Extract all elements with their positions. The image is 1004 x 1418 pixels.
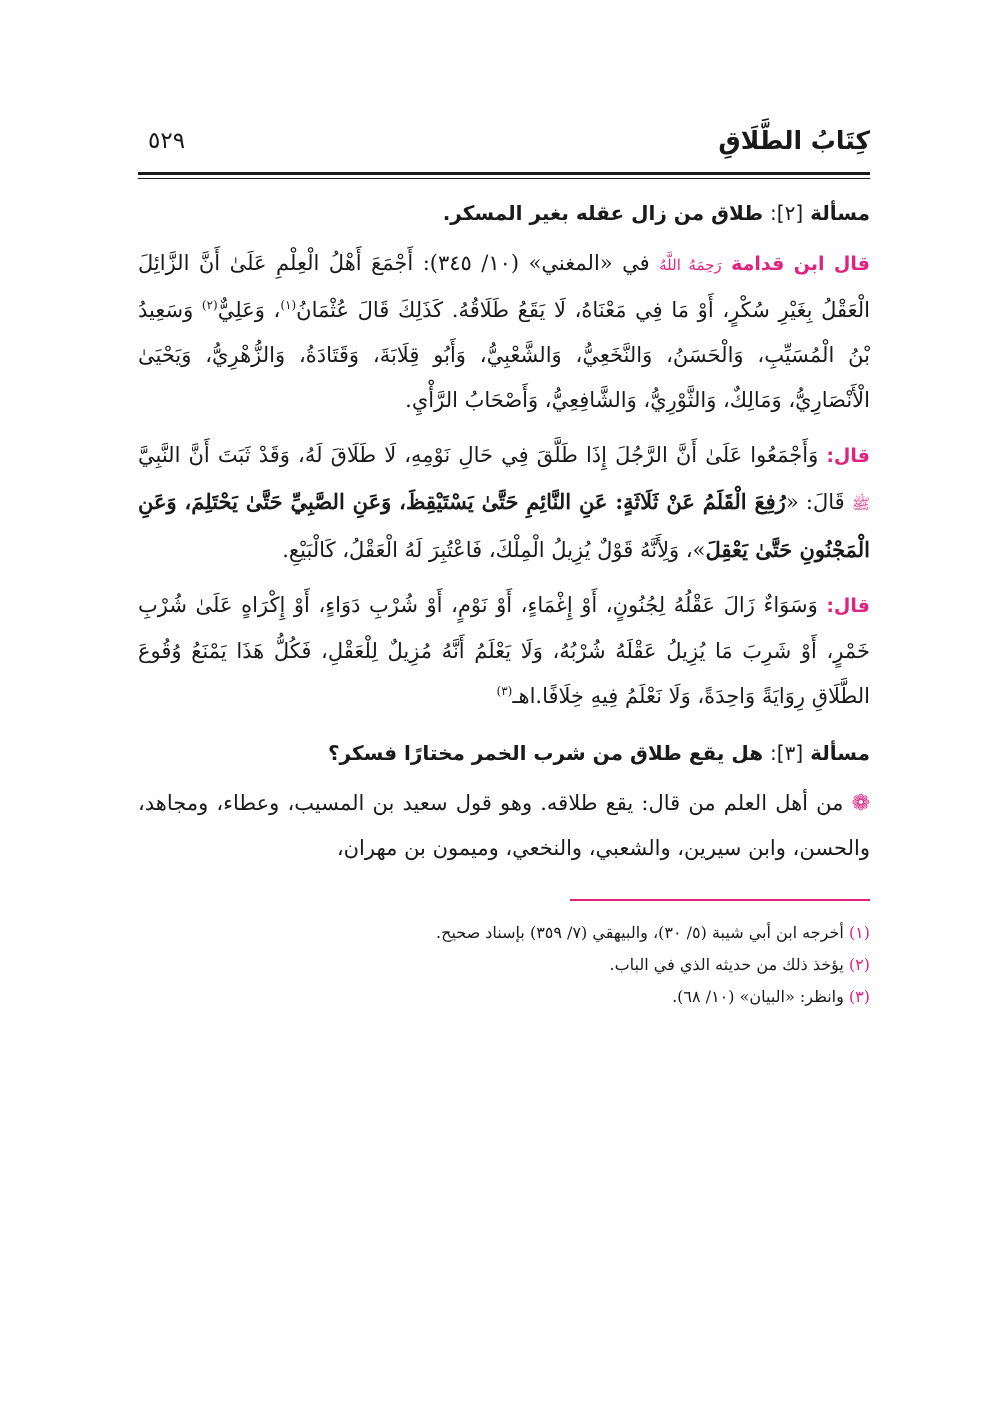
footnote-1 xyxy=(138,917,870,949)
paragraph-sleep-hadith xyxy=(138,433,870,573)
flower-ornament-icon: ❁ xyxy=(851,791,870,816)
footnote-number: (٣) xyxy=(848,987,870,1006)
page xyxy=(138,120,870,1013)
footnote-ref-3: (٣) xyxy=(496,684,513,698)
paragraph-text: وَأَجْمَعُوا عَلَىٰ أَنَّ الرَّجُلَ إِذَا طَلَّقَ فِي حَالِ نَوْمِهِ، لَا طَلَاقَ لَهُ، وَقَدْ ثَبَتَ أَنَّ النَّبِيَّ xyxy=(138,443,827,467)
hadith-quote: رُفِعَ الْقَلَمُ عَنْ ثَلَاثَةٍ: عَنِ النَّائِمِ حَتَّىٰ يَسْتَيْقِظَ، وَعَنِ الصَّبِيِّ حَتَّىٰ يَحْتَلِمَ، وَعَنِ الْمَجْنُونِ حَتَّىٰ يَعْقِلَ xyxy=(138,489,870,562)
honorific-rahimahullah: رَحِمَهُ اللَّهُ xyxy=(659,256,722,274)
speaker-name: قال ابن قدامة xyxy=(731,253,870,275)
speaker-label: قال: xyxy=(826,445,870,467)
footnote-text: وانظر: «البيان» (١٠/ ٦٨). xyxy=(672,987,849,1006)
honorific-salallahu: ﷺ xyxy=(851,495,871,513)
paragraph-text: وَسَعِيدُ بْنُ الْمُسَيِّبِ، وَالْحَسَنُ، وَالنَّخَعِيُّ، وَالشَّعْبِيُّ، وَأَبُو قِلَابَةَ، وَقَتَادَةُ، وَالزُّهْرِيُّ، وَيَحْيَىٰ الْأَنْصَارِيُّ، وَمَالِكٌ، وَالثَّوْرِيُّ، وَالشَّافِعِيُّ، وَأَصْحَابُ الرَّأْيِ. xyxy=(138,298,870,412)
footnote-2 xyxy=(138,949,870,981)
section-label: مسألة xyxy=(810,741,870,765)
section-heading-3 xyxy=(138,741,870,765)
section-title: طلاق من زال عقله بغير المسكر. xyxy=(442,201,764,225)
paragraph-ibn-qudama xyxy=(138,241,870,423)
section-label: مسألة xyxy=(810,201,870,225)
paragraph-text: قَالَ: « xyxy=(785,490,852,514)
footnote-divider xyxy=(570,899,870,901)
paragraph-text: في «المغني» (١٠/ ٣٤٥): أَجْمَعَ أَهْلُ الْعِلْمِ عَلَىٰ أَنَّ الزَّائِلَ الْعَقْلُ بِغَيْرِ سُكْرٍ، أَوْ مَا فِي مَعْنَاهُ، لَا يَقَعُ طَلَاقُهُ. كَذَلِكَ قَالَ عُثْمَانُ xyxy=(138,251,870,322)
book-title: كِتَابُ الطَّلَاقِ xyxy=(718,126,870,155)
paragraph-scholars-opinion xyxy=(138,781,870,871)
paragraph-text: »، وَلِأَنَّهُ قَوْلٌ يُزِيلُ الْمِلْكَ، فَاعْتُبِرَ لَهُ الْعَقْلُ، كَالْبَيْعِ. xyxy=(282,538,706,562)
header-rule-thick xyxy=(138,172,870,175)
section-number: [٢]: xyxy=(770,201,804,225)
footnote-ref-2: (٢) xyxy=(201,298,218,312)
paragraph-text: ، وَعَلِيٌّ xyxy=(217,298,281,322)
section-number: [٣]: xyxy=(770,741,804,765)
page-number: ٥٢٩ xyxy=(148,128,186,154)
footnote-3 xyxy=(138,981,870,1013)
footnote-number: (١) xyxy=(848,923,870,942)
page-header xyxy=(138,120,870,172)
footnote-ref-1: (١) xyxy=(280,298,297,312)
header-rule-thin xyxy=(138,178,870,179)
footnote-number: (٢) xyxy=(848,955,870,974)
speaker-label: قال: xyxy=(826,595,870,617)
paragraph-text: وَسَوَاءٌ زَالَ عَقْلُهُ لِجُنُونٍ، أَوْ إِغْمَاءٍ، أَوْ نَوْمٍ، أَوْ شُرْبِ دَوَاءٍ، أَوْ إِكْرَاهٍ عَلَىٰ شُرْبِ خَمْرٍ، أَوْ شَرِبَ مَا يُزِيلُ عَقْلَهُ شُرْبُهُ، وَلَا يَعْلَمُ أَنَّهُ مُزِيلٌ لِلْعَقْلِ، فَكُلُّ هَذَا يَمْنَعُ وُقُوعَ الطَّلَاقِ رِوَايَةً وَاحِدَةً، وَلَا نَعْلَمُ فِيهِ خِلَافًا.اهـ xyxy=(138,593,870,708)
paragraph-text: من أهل العلم من قال: يقع طلاقه. وهو قول سعيد بن المسيب، وعطاء، ومجاهد، والحسن، وابن سيرين، والشعبي، والنخعي، وميمون بن مهران، xyxy=(138,791,870,860)
footnote-text: أخرجه ابن أبي شيبة (٥/ ٣٠)، والبيهقي (٧/ ٣٥٩) بإسناد صحيح. xyxy=(436,923,849,942)
section-title: هل يقع طلاق من شرب الخمر مختارًا فسكر؟ xyxy=(327,741,764,765)
section-heading-2 xyxy=(138,201,870,225)
paragraph-loss-of-mind xyxy=(138,583,870,719)
footnote-text: يؤخذ ذلك من حديثه الذي في الباب. xyxy=(609,955,849,974)
